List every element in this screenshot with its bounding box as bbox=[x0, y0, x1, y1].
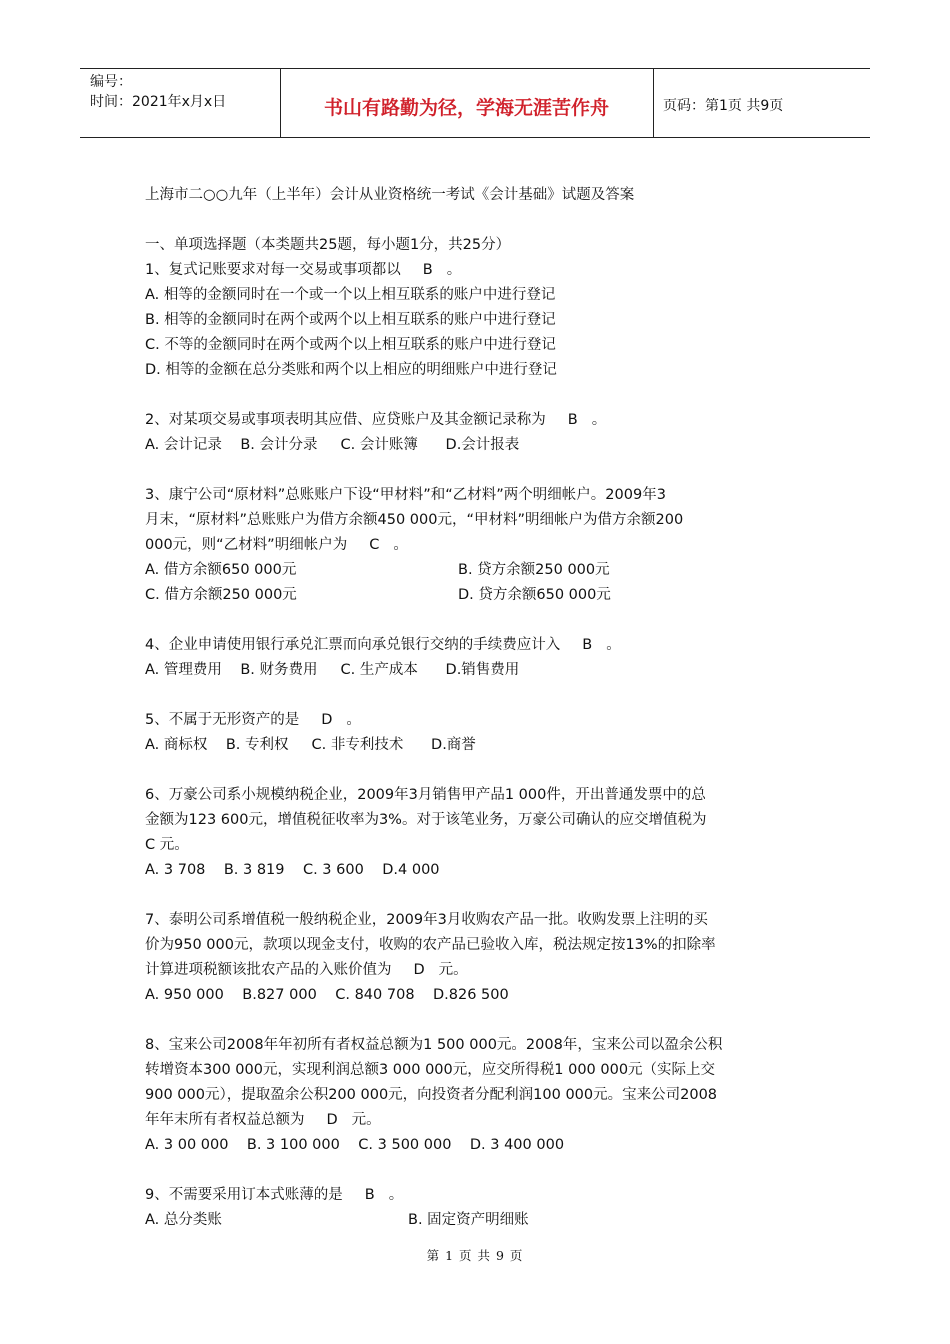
question-text: 900 000元），提取盈余公积200 000元，向投资者分配利润100 000元。宝来公司2008 bbox=[145, 1087, 718, 1103]
question-stem: 000元，则“乙材料”明细帐户为 bbox=[145, 537, 348, 553]
question-text: 金额为123 600元，增值税征收率为3%。对于该笔业务，万豪公司确认的应交增值税为 bbox=[145, 812, 707, 828]
option-line: A. 相等的金额同时在一个或一个以上相互联系的账户中进行登记 bbox=[145, 287, 556, 303]
answer-letter: B bbox=[364, 1187, 375, 1203]
option-right: D. 贷方余额650 000元 bbox=[458, 587, 611, 603]
question-text bbox=[145, 533, 805, 558]
question-text bbox=[145, 408, 805, 433]
question-text: 转增资本300 000元，实现利润总额3 000 000元，应交所得税1 000 000元（实际上交 bbox=[145, 1062, 716, 1078]
question-stem: 5、不属于无形资产的是 bbox=[145, 712, 300, 728]
question-text bbox=[145, 708, 805, 733]
question-list bbox=[145, 258, 805, 1233]
question-stem: 1、复式记账要求对每一交易或事项都以 bbox=[145, 262, 401, 278]
section-heading: 一、单项选择题（本类题共25题，每小题1分，共25分） bbox=[145, 237, 511, 253]
option-right: B. 贷方余额250 000元 bbox=[458, 562, 610, 578]
question-gap bbox=[145, 383, 805, 408]
question-block bbox=[145, 608, 805, 683]
question-text: 7、泰明公司系增值税一般纳税企业，2009年3月收购农产品一批。收购发票上注明的买 bbox=[145, 912, 708, 928]
option-line: A. 3 708 B. 3 819 C. 3 600 D.4 000 bbox=[145, 862, 440, 878]
option-line: A. 会计记录 B. 会计分录 C. 会计账簿 D.会计报表 bbox=[145, 437, 520, 453]
question-block bbox=[145, 383, 805, 458]
answer-letter: B bbox=[582, 637, 593, 653]
question-gap bbox=[145, 608, 805, 633]
motto: 书山有路勤为径，学海无涯苦作舟 bbox=[323, 97, 609, 119]
question-block bbox=[145, 1008, 805, 1158]
question-stem: 2、对某项交易或事项表明其应借、应贷账户及其金额记录称为 bbox=[145, 412, 546, 428]
question-text bbox=[145, 1108, 805, 1133]
answer-letter: D bbox=[326, 1112, 338, 1128]
number-label: 编号： bbox=[90, 74, 132, 90]
question-stem: 年年末所有者权益总额为 bbox=[145, 1112, 305, 1128]
option-line: A. 3 00 000 B. 3 100 000 C. 3 500 000 D. 3 400 000 bbox=[145, 1137, 565, 1153]
question-block bbox=[145, 758, 805, 883]
question-gap bbox=[145, 1158, 805, 1183]
option-line: B. 相等的金额同时在两个或两个以上相互联系的账户中进行登记 bbox=[145, 312, 556, 328]
question-stem: 计算进项税额该批农产品的入账价值为 bbox=[145, 962, 392, 978]
option-left: A. 借方余额650 000元 bbox=[145, 562, 297, 578]
question-text bbox=[145, 958, 805, 983]
option-line: D. 相等的金额在总分类账和两个以上相应的明细账户中进行登记 bbox=[145, 362, 557, 378]
page-footer: 第 1 页 共 9 页 bbox=[426, 1248, 524, 1263]
answer-letter: C bbox=[369, 537, 380, 553]
option-row bbox=[145, 583, 805, 608]
answer-letter: D bbox=[321, 712, 333, 728]
question-text: 价为950 000元，款项以现金支付，收购的农产品已验收入库，税法规定按13%的扣除率 bbox=[145, 937, 716, 953]
question-stem: 4、企业申请使用银行承兑汇票而向承兑银行交纳的手续费应计入 bbox=[145, 637, 561, 653]
question-text: 月末，“原材料”总账账户为借方余额450 000元，“甲材料”明细帐户为借方余额200 bbox=[145, 512, 684, 528]
question-gap bbox=[145, 458, 805, 483]
question-tail: 。 bbox=[388, 1187, 404, 1203]
answer-line: C 元。 bbox=[145, 837, 189, 853]
answer-letter: D bbox=[413, 962, 425, 978]
question-tail: 元。 bbox=[351, 1112, 381, 1128]
question-tail: 。 bbox=[606, 637, 621, 653]
time-label: 时间：2021年x月x日 bbox=[90, 94, 227, 110]
question-block bbox=[145, 458, 805, 608]
option-row bbox=[145, 1208, 805, 1233]
question-text bbox=[145, 633, 805, 658]
question-tail: 。 bbox=[446, 262, 462, 278]
option-left: A. 总分类账 bbox=[145, 1212, 222, 1228]
question-block bbox=[145, 1158, 805, 1233]
option-line: A. 管理费用 B. 财务费用 C. 生产成本 D.销售费用 bbox=[145, 662, 520, 678]
question-stem: 9、不需要采用订本式账薄的是 bbox=[145, 1187, 343, 1203]
question-gap bbox=[145, 758, 805, 783]
page-info: 页码：第1页 共9页 bbox=[663, 98, 784, 114]
question-block bbox=[145, 258, 805, 383]
document-body bbox=[145, 183, 805, 1233]
question-text: 6、万豪公司系小规模纳税企业，2009年3月销售甲产品1 000件，开出普通发票中的总 bbox=[145, 787, 706, 803]
question-gap bbox=[145, 883, 805, 908]
header-info-cell bbox=[80, 69, 281, 137]
question-text: 3、康宁公司“原材料”总账账户下设“甲材料”和“乙材料”两个明细帐户。2009年3 bbox=[145, 487, 666, 503]
question-tail: 。 bbox=[591, 412, 607, 428]
answer-letter: B bbox=[422, 262, 433, 278]
question-block bbox=[145, 883, 805, 1008]
question-tail: 。 bbox=[346, 712, 361, 728]
question-text bbox=[145, 258, 805, 283]
option-line: A. 950 000 B.827 000 C. 840 708 D.826 500 bbox=[145, 987, 509, 1003]
header-motto-cell bbox=[280, 69, 654, 137]
question-gap bbox=[145, 683, 805, 708]
option-row bbox=[145, 558, 805, 583]
option-line: A. 商标权 B. 专利权 C. 非专利技术 D.商誉 bbox=[145, 737, 476, 753]
document-title: 上海市二○○九年（上半年）会计从业资格统一考试《会计基础》试题及答案 bbox=[145, 187, 635, 203]
question-tail: 元。 bbox=[438, 962, 468, 978]
header-page-cell bbox=[653, 69, 870, 137]
option-left: C. 借方余额250 000元 bbox=[145, 587, 297, 603]
question-tail: 。 bbox=[393, 537, 408, 553]
question-text bbox=[145, 1183, 805, 1208]
question-gap bbox=[145, 1008, 805, 1033]
page-header bbox=[80, 68, 870, 138]
answer-letter: B bbox=[567, 412, 578, 428]
option-right: B. 固定资产明细账 bbox=[408, 1212, 529, 1228]
option-line: C. 不等的金额同时在两个或两个以上相互联系的账户中进行登记 bbox=[145, 337, 556, 353]
question-block bbox=[145, 683, 805, 758]
question-text: 8、宝来公司2008年年初所有者权益总额为1 500 000元。2008年，宝来公司以盈余公积 bbox=[145, 1037, 723, 1053]
